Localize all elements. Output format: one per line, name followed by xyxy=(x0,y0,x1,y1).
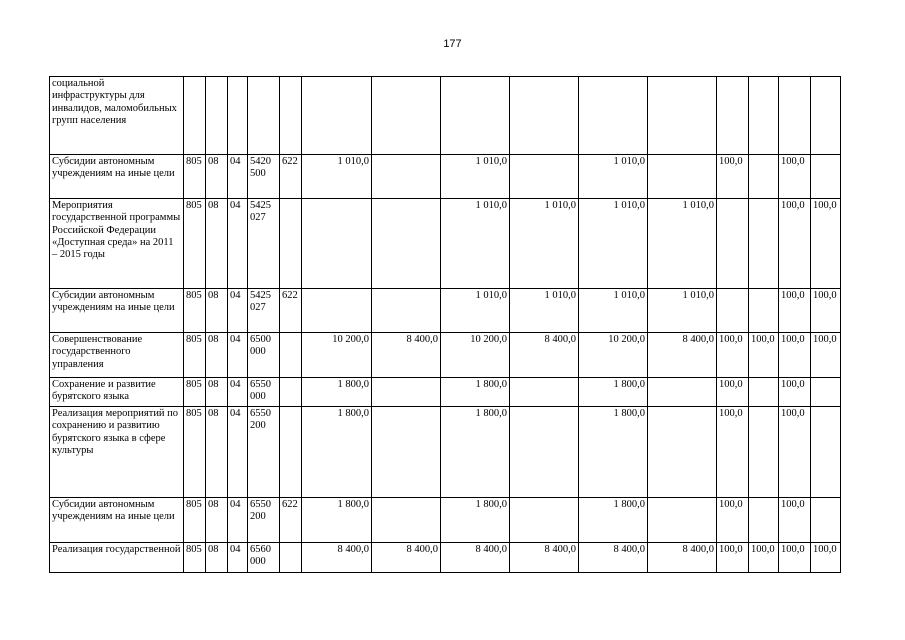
table-cell-c3: 04 xyxy=(228,498,248,543)
table-cell-v3: 1 800,0 xyxy=(441,378,510,407)
table-row xyxy=(50,498,841,543)
table-cell-v3: 8 400,0 xyxy=(441,543,510,573)
table-cell-v6 xyxy=(648,155,717,199)
table-cell-v4: 1 010,0 xyxy=(510,199,579,289)
table-cell-p3 xyxy=(779,77,811,155)
table-cell-c1: 805 xyxy=(184,407,206,498)
table-cell-name: Реализация мероприятий по сохранению и развитию бурятского языка в сфере культуры xyxy=(50,407,184,498)
table-cell-v4: 1 010,0 xyxy=(510,289,579,333)
table-row xyxy=(50,199,841,289)
table-cell-v1: 8 400,0 xyxy=(302,543,372,573)
table-cell-c2: 08 xyxy=(206,378,228,407)
table-cell-v5: 8 400,0 xyxy=(579,543,648,573)
table-cell-v5: 1 010,0 xyxy=(579,199,648,289)
table-cell-c5 xyxy=(280,333,302,378)
table-cell-c4: 5420 500 xyxy=(248,155,280,199)
table-cell-p4: 100,0 xyxy=(811,333,841,378)
table-cell-v6 xyxy=(648,407,717,498)
table-cell-c4: 6550 200 xyxy=(248,407,280,498)
table-cell-v3: 1 010,0 xyxy=(441,199,510,289)
table-cell-p2 xyxy=(749,155,779,199)
table-cell-p4 xyxy=(811,378,841,407)
table-cell-name: Субсидии автономным учреждениям на иные цели xyxy=(50,289,184,333)
table-cell-v4: 8 400,0 xyxy=(510,543,579,573)
table-cell-p1: 100,0 xyxy=(717,333,749,378)
table-cell-c5 xyxy=(280,543,302,573)
table-cell-p1: 100,0 xyxy=(717,378,749,407)
table-cell-v2 xyxy=(372,155,441,199)
table-cell-p3: 100,0 xyxy=(779,407,811,498)
table-cell-v5 xyxy=(579,77,648,155)
table-cell-c5 xyxy=(280,378,302,407)
table-cell-v1: 1 800,0 xyxy=(302,378,372,407)
table-cell-c1: 805 xyxy=(184,543,206,573)
table-cell-p3: 100,0 xyxy=(779,199,811,289)
table-cell-p1 xyxy=(717,199,749,289)
table-cell-p1: 100,0 xyxy=(717,543,749,573)
table-cell-v1 xyxy=(302,289,372,333)
table-cell-p2: 100,0 xyxy=(749,333,779,378)
table-cell-name: Сохранение и развитие бурятского языка xyxy=(50,378,184,407)
table-cell-c4: 6500 000 xyxy=(248,333,280,378)
table-cell-p1 xyxy=(717,289,749,333)
table-cell-v3: 1 010,0 xyxy=(441,155,510,199)
table-cell-p4 xyxy=(811,155,841,199)
table-cell-c2: 08 xyxy=(206,289,228,333)
table-cell-v3: 10 200,0 xyxy=(441,333,510,378)
table-row xyxy=(50,77,841,155)
table-cell-p3: 100,0 xyxy=(779,543,811,573)
table-row xyxy=(50,543,841,573)
table-cell-v6: 8 400,0 xyxy=(648,333,717,378)
table-cell-v2 xyxy=(372,407,441,498)
table-cell-v3: 1 800,0 xyxy=(441,498,510,543)
table-cell-p1: 100,0 xyxy=(717,498,749,543)
table-row xyxy=(50,378,841,407)
table-cell-c3: 04 xyxy=(228,289,248,333)
table-cell-c5: 622 xyxy=(280,498,302,543)
table-cell-p1: 100,0 xyxy=(717,407,749,498)
table-cell-p4 xyxy=(811,498,841,543)
table-cell-c2: 08 xyxy=(206,543,228,573)
table-cell-v1 xyxy=(302,199,372,289)
table-cell-p1: 100,0 xyxy=(717,155,749,199)
table-cell-c3: 04 xyxy=(228,378,248,407)
table-cell-c3: 04 xyxy=(228,407,248,498)
table-cell-v2 xyxy=(372,378,441,407)
table-cell-p2 xyxy=(749,77,779,155)
table-cell-c1: 805 xyxy=(184,155,206,199)
table-cell-name: Реализация государственной xyxy=(50,543,184,573)
table-cell-v5: 1 800,0 xyxy=(579,378,648,407)
table-cell-v5: 10 200,0 xyxy=(579,333,648,378)
table-cell-v6 xyxy=(648,498,717,543)
table-row xyxy=(50,289,841,333)
table-cell-name: Мероприятия государственной программы Российской Федерации «Доступная среда» на 2011 – 2015 годы xyxy=(50,199,184,289)
table-cell-c1: 805 xyxy=(184,289,206,333)
table-cell-c3: 04 xyxy=(228,155,248,199)
table-cell-v4 xyxy=(510,77,579,155)
table-cell-v6: 1 010,0 xyxy=(648,199,717,289)
table-cell-v5: 1 800,0 xyxy=(579,407,648,498)
table-cell-v6 xyxy=(648,378,717,407)
table-cell-c1 xyxy=(184,77,206,155)
table-cell-v1: 1 800,0 xyxy=(302,498,372,543)
table-cell-name: Совершенствование государственного управления xyxy=(50,333,184,378)
table-cell-c3: 04 xyxy=(228,543,248,573)
table-cell-v4 xyxy=(510,378,579,407)
table-cell-p3: 100,0 xyxy=(779,333,811,378)
table-cell-p2: 100,0 xyxy=(749,543,779,573)
table-cell-name: социальной инфраструктуры для инвалидов, маломобильных групп населения xyxy=(50,77,184,155)
table-cell-v5: 1 010,0 xyxy=(579,289,648,333)
table-cell-v2 xyxy=(372,199,441,289)
table-cell-c3: 04 xyxy=(228,199,248,289)
table-cell-c4: 5425 027 xyxy=(248,199,280,289)
table-cell-p2 xyxy=(749,407,779,498)
table-cell-p4 xyxy=(811,407,841,498)
table-cell-v6: 1 010,0 xyxy=(648,289,717,333)
table-cell-c5 xyxy=(280,199,302,289)
table-cell-c2: 08 xyxy=(206,199,228,289)
table-cell-v2 xyxy=(372,498,441,543)
table-cell-c4: 6550 200 xyxy=(248,498,280,543)
table-cell-c1: 805 xyxy=(184,199,206,289)
table-cell-c5: 622 xyxy=(280,289,302,333)
table-cell-v1: 1 010,0 xyxy=(302,155,372,199)
table-cell-c1: 805 xyxy=(184,333,206,378)
table-cell-p3: 100,0 xyxy=(779,498,811,543)
table-cell-c1: 805 xyxy=(184,378,206,407)
table-cell-p2 xyxy=(749,378,779,407)
table-cell-c2: 08 xyxy=(206,333,228,378)
table-cell-p1 xyxy=(717,77,749,155)
table-cell-p2 xyxy=(749,289,779,333)
page-number: 177 xyxy=(443,38,462,50)
table-cell-v5: 1 010,0 xyxy=(579,155,648,199)
table-cell-v1: 1 800,0 xyxy=(302,407,372,498)
table-cell-c4: 6550 000 xyxy=(248,378,280,407)
table-cell-c4 xyxy=(248,77,280,155)
table-cell-p2 xyxy=(749,199,779,289)
table-cell-c5 xyxy=(280,77,302,155)
table-cell-p3: 100,0 xyxy=(779,378,811,407)
table-cell-name: Субсидии автономным учреждениям на иные цели xyxy=(50,498,184,543)
table-cell-p3: 100,0 xyxy=(779,289,811,333)
table-cell-c5: 622 xyxy=(280,155,302,199)
table-cell-p4 xyxy=(811,77,841,155)
table-cell-c4: 5425 027 xyxy=(248,289,280,333)
table-cell-p4: 100,0 xyxy=(811,543,841,573)
table-cell-v3: 1 800,0 xyxy=(441,407,510,498)
table-cell-p2 xyxy=(749,498,779,543)
table-cell-v2 xyxy=(372,289,441,333)
table-cell-c1: 805 xyxy=(184,498,206,543)
table-cell-p4: 100,0 xyxy=(811,199,841,289)
table-cell-v6 xyxy=(648,77,717,155)
table-cell-p3: 100,0 xyxy=(779,155,811,199)
table-cell-v1 xyxy=(302,77,372,155)
table-cell-v3 xyxy=(441,77,510,155)
table-cell-c2: 08 xyxy=(206,407,228,498)
table-cell-v2: 8 400,0 xyxy=(372,333,441,378)
table-cell-c5 xyxy=(280,407,302,498)
budget-table xyxy=(49,76,841,573)
table-cell-c3 xyxy=(228,77,248,155)
table-cell-c4: 6560 000 xyxy=(248,543,280,573)
table-cell-v6: 8 400,0 xyxy=(648,543,717,573)
table-cell-v3: 1 010,0 xyxy=(441,289,510,333)
table-row xyxy=(50,333,841,378)
table-cell-v1: 10 200,0 xyxy=(302,333,372,378)
table-cell-v4 xyxy=(510,407,579,498)
table-cell-v2 xyxy=(372,77,441,155)
table-cell-name: Субсидии автономным учреждениям на иные цели xyxy=(50,155,184,199)
table-cell-v5: 1 800,0 xyxy=(579,498,648,543)
table-cell-v4 xyxy=(510,155,579,199)
table-cell-c2: 08 xyxy=(206,155,228,199)
table-cell-v4 xyxy=(510,498,579,543)
table-cell-v2: 8 400,0 xyxy=(372,543,441,573)
table-cell-c3: 04 xyxy=(228,333,248,378)
table-row xyxy=(50,155,841,199)
table-cell-c2: 08 xyxy=(206,498,228,543)
table-cell-c2 xyxy=(206,77,228,155)
table-row xyxy=(50,407,841,498)
table-cell-p4: 100,0 xyxy=(811,289,841,333)
table-cell-v4: 8 400,0 xyxy=(510,333,579,378)
